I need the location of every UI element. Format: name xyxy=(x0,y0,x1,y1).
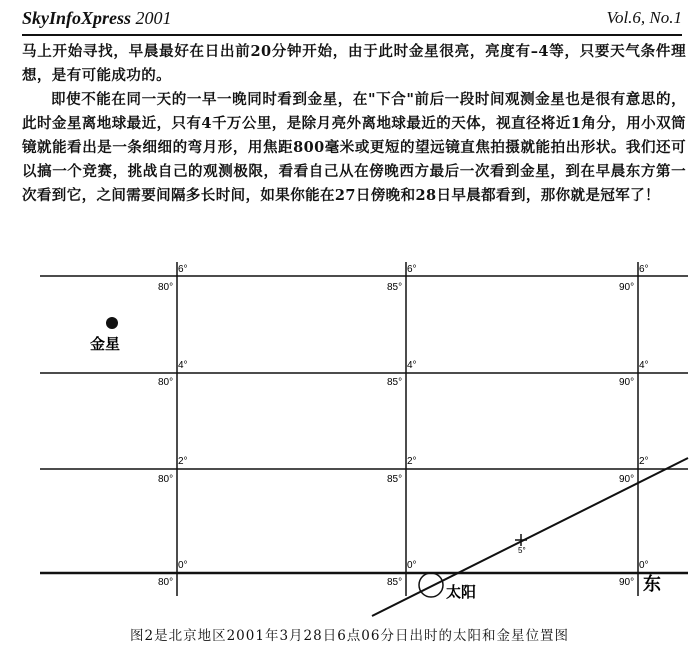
az-label-85-r4: 85° xyxy=(387,577,403,588)
alt-label-2-a: 2° xyxy=(178,456,188,467)
az-label-90-r3: 90° xyxy=(619,474,635,485)
ecliptic-marker-label: 5° xyxy=(518,546,526,555)
az-label-90-r2: 90° xyxy=(619,377,635,388)
alt-label-0-b: 0° xyxy=(407,560,417,571)
alt-label-2-b: 2° xyxy=(407,456,417,467)
alt-label-2-c: 2° xyxy=(639,456,649,467)
paragraph-1: 马上开始寻找，早晨最好在日出前20分钟开始，由于此时金星很亮，亮度有–4等，只要天气条件理想，是有可能成功的。 xyxy=(22,43,686,84)
alt-label-6-c: 6° xyxy=(639,264,649,275)
az-label-80-r2: 80° xyxy=(158,377,174,388)
journal-year: 2001 xyxy=(135,8,172,28)
alt-label-4-b: 4° xyxy=(407,360,417,371)
alt-label-6-b: 6° xyxy=(407,264,417,275)
alt-label-6-a: 6° xyxy=(178,264,188,275)
east-label: 东 xyxy=(643,574,661,595)
az-label-85-r3: 85° xyxy=(387,474,403,485)
alt-label-4-c: 4° xyxy=(639,360,649,371)
journal-volume: Vol.6, No.1 xyxy=(606,8,682,27)
paragraph-2: 即使不能在同一天的一早一晚同时看到金星，在"下合"前后一段时间观测金星也是很有意思的，此时金星离地球最近，只有4千万公里，是除月亮外离地球最近的天体，视直径将近1角分，用小双筒镜就能看出是一条细细的弯月形，用焦距800毫米或更短的望远镜直焦拍摄就能拍出形状。我们还可以搞一个竞赛，挑战自己的观测极限，看看自己从在傍晚西方最后一次看到金星，到在早晨东方第一次看到它，之间需要间隔多长时间，如果你能在27日傍晚和28日早晨都看到，那你就是冠军了！ xyxy=(22,91,686,204)
venus-label: 金星 xyxy=(90,335,121,353)
az-label-85-r2: 85° xyxy=(387,377,403,388)
az-label-80-r3: 80° xyxy=(158,474,174,485)
az-label-80-r4: 80° xyxy=(158,577,174,588)
venus-marker xyxy=(106,317,118,329)
alt-label-4-a: 4° xyxy=(178,360,188,371)
az-label-85-r1: 85° xyxy=(387,282,403,293)
alt-label-0-a: 0° xyxy=(178,560,188,571)
az-label-80-r1: 80° xyxy=(158,282,174,293)
figure-caption: 图2是北京地区2001年3月28日6点06分日出时的太阳和金星位置图 xyxy=(130,628,569,644)
journal-name: SkyInfoXpress xyxy=(22,8,132,28)
sun-marker xyxy=(419,573,443,597)
alt-label-0-c: 0° xyxy=(639,560,649,571)
sun-label: 太阳 xyxy=(446,583,477,601)
az-label-90-r4: 90° xyxy=(619,577,635,588)
az-label-90-r1: 90° xyxy=(619,282,635,293)
ecliptic-line xyxy=(372,458,688,616)
